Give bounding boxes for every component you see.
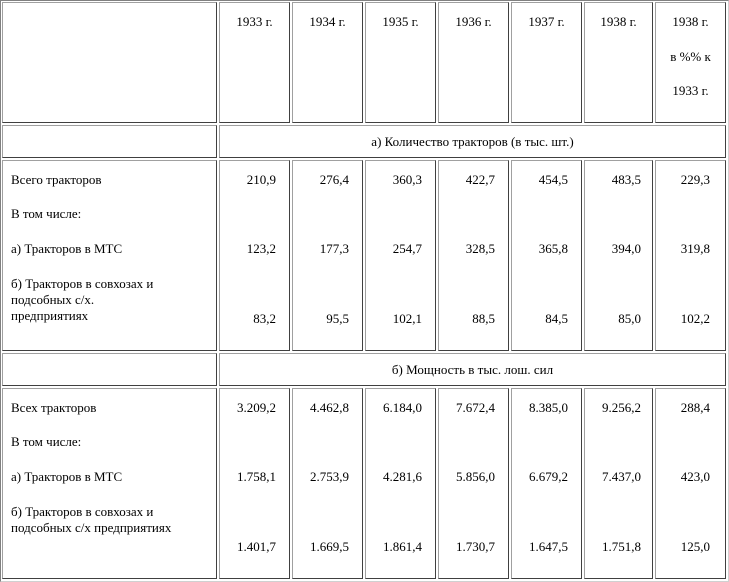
value-cell: 394,0 [611,241,641,256]
value-cell: 1.861,4 [383,539,422,554]
value-cell: 7.437,0 [602,469,641,484]
value-cell: 1.751,8 [602,539,641,554]
row-label: предприятиях [11,308,89,323]
header-year-1933: 1933 г. [219,2,290,123]
header-year-1934: 1934 г. [292,2,363,123]
value-cell: 422,7 [465,172,495,187]
section-a-empty-label [2,125,217,158]
value-cell: 1.758,1 [237,469,276,484]
value-cell: 83,2 [253,311,276,326]
value-cell: 319,8 [680,241,710,256]
row-label: Всех тракторов [11,400,97,415]
value-cell: 123,2 [246,241,276,256]
value-cell: 6.679,2 [529,469,568,484]
value-cell: 483,5 [611,172,641,187]
value-cell: 229,3 [680,172,710,187]
value-cell: 360,3 [392,172,422,187]
section-a-col-1933 [219,160,290,351]
section-b-col-1934 [292,388,363,579]
section-a-col-percent [655,160,726,351]
section-a-col-1934 [292,160,363,351]
value-cell: 1.730,7 [456,539,495,554]
header-year-1935: 1935 г. [365,2,436,123]
value-cell: 7.672,4 [456,400,495,415]
section-b-empty-label [2,353,217,386]
value-cell: 4.462,8 [310,400,349,415]
row-label: Всего тракторов [11,172,102,187]
row-label: подсобных с/х предприятиях [11,520,172,535]
value-cell: 276,4 [319,172,349,187]
value-cell: 125,0 [680,539,710,554]
section-a-title: а) Количество тракторов (в тыс. шт.) [371,134,574,149]
header-empty-cell [2,2,217,123]
row-label: б) Тракторов в совхозах и [11,276,154,291]
value-cell: 85,0 [618,311,641,326]
value-cell: 8.385,0 [529,400,568,415]
row-label: а) Тракторов в МТС [11,469,123,484]
value-cell: 454,5 [538,172,568,187]
value-cell: 2.753,9 [310,469,349,484]
header-year-1938: 1938 г. [584,2,653,123]
value-cell: 5.856,0 [456,469,495,484]
value-cell: 423,0 [680,469,710,484]
value-cell: 365,8 [538,241,568,256]
value-cell: 1.669,5 [310,539,349,554]
value-cell: 1.647,5 [529,539,568,554]
section-a-col-1938 [584,160,653,351]
section-b-label-column [2,388,217,579]
value-cell: 102,2 [680,311,710,326]
section-a-col-1936 [438,160,509,351]
row-label: а) Тракторов в МТС [11,241,123,256]
value-cell: 102,1 [392,311,422,326]
row-label: В том числе: [11,206,82,221]
value-cell: 3.209,2 [237,400,276,415]
section-b-col-percent [655,388,726,579]
section-b-col-1933 [219,388,290,579]
value-cell: 1.401,7 [237,539,276,554]
value-cell: 328,5 [465,241,495,256]
header-year-1936: 1936 г. [438,2,509,123]
row-label: б) Тракторов в совхозах и [11,504,154,519]
section-a-title-cell [219,125,726,158]
section-b-col-1935 [365,388,436,579]
section-b-col-1938 [584,388,653,579]
value-cell: 95,5 [326,311,349,326]
value-cell: 4.281,6 [383,469,422,484]
section-b-title-cell [219,353,726,386]
value-cell: 9.256,2 [602,400,641,415]
header-year-1937: 1937 г. [511,2,582,123]
row-label: подсобных с/х. [11,292,95,307]
section-a-label-column [2,160,217,351]
section-b-col-1936 [438,388,509,579]
value-cell: 6.184,0 [383,400,422,415]
value-cell: 177,3 [319,241,349,256]
value-cell: 88,5 [472,311,495,326]
value-cell: 84,5 [545,311,568,326]
header-percent-cell: 1938 г. в %% к 1933 г. [655,2,726,123]
section-a-col-1935 [365,160,436,351]
section-a-col-1937 [511,160,582,351]
section-b-col-1937 [511,388,582,579]
value-cell: 288,4 [680,400,710,415]
row-label: В том числе: [11,434,82,449]
value-cell: 254,7 [392,241,422,256]
value-cell: 210,9 [246,172,276,187]
section-b-title: б) Мощность в тыс. лош. сил [391,362,554,377]
